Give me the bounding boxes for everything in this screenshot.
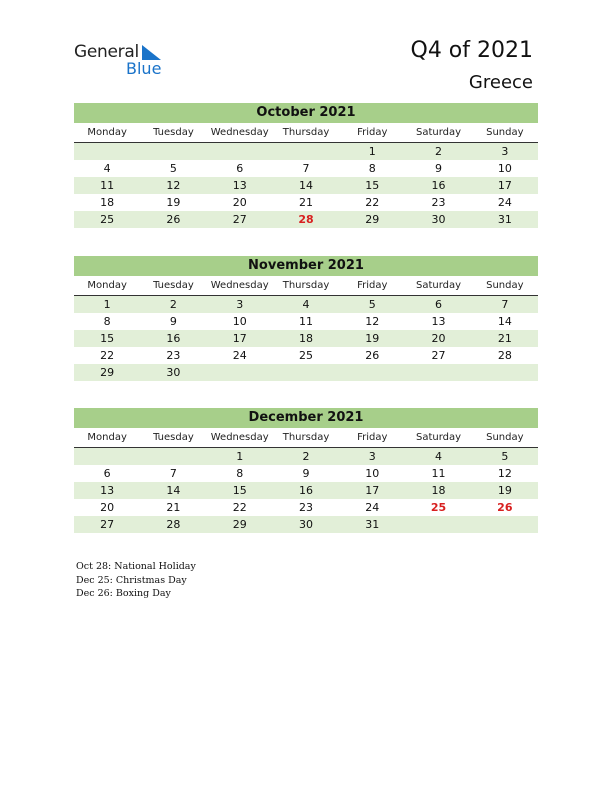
weekday-header-row [74, 125, 538, 143]
day-cell: 19 [166, 196, 181, 209]
empty-day-cell [74, 143, 140, 160]
day-cell: 17 [232, 332, 247, 345]
week-row [74, 482, 538, 499]
day-cell: 26 [166, 213, 181, 226]
day-cell: 10 [497, 162, 512, 175]
month-calendar [74, 256, 538, 381]
logo-word-general: General [74, 42, 139, 62]
day-cell: 11 [431, 467, 446, 480]
weekday-label: Tuesday [153, 280, 194, 291]
day-cell: 1 [368, 145, 376, 158]
empty-day-cell [74, 448, 140, 465]
weekday-label: Saturday [416, 280, 462, 291]
week-row [74, 347, 538, 364]
month-calendar [74, 408, 538, 533]
day-cell: 17 [497, 179, 512, 192]
week-row [74, 516, 538, 533]
day-cell: 7 [169, 467, 177, 480]
day-cell: 24 [497, 196, 512, 209]
weekday-label: Saturday [416, 127, 462, 138]
day-cell: 18 [431, 484, 446, 497]
day-cell: 8 [103, 315, 111, 328]
day-cell: 1 [103, 298, 111, 311]
day-cell: 22 [232, 501, 247, 514]
weekday-label: Tuesday [153, 127, 194, 138]
day-cell: 19 [497, 484, 512, 497]
week-row [74, 177, 538, 194]
day-cell: 26 [365, 349, 380, 362]
empty-day-cell [207, 364, 273, 381]
day-cell: 30 [166, 366, 181, 379]
month-title: December 2021 [74, 408, 538, 428]
day-cell: 17 [365, 484, 380, 497]
weekday-label: Friday [357, 432, 388, 443]
day-cell: 23 [431, 196, 446, 209]
week-row [74, 194, 538, 211]
day-cell: 11 [100, 179, 115, 192]
weekday-label: Wednesday [210, 127, 269, 138]
day-cell: 3 [236, 298, 244, 311]
day-cell: 13 [100, 484, 115, 497]
weekday-label: Monday [87, 127, 127, 138]
day-cell: 7 [501, 298, 509, 311]
logo-triangle-icon [142, 45, 161, 60]
day-cell: 15 [232, 484, 247, 497]
weekday-label: Monday [87, 432, 127, 443]
day-cell: 14 [497, 315, 512, 328]
day-cell: 8 [236, 467, 244, 480]
week-row [74, 448, 538, 465]
day-cell: 29 [232, 518, 247, 531]
day-cell: 6 [236, 162, 244, 175]
day-cell: 26 [497, 501, 513, 514]
page-title: Q4 of 2021 [410, 38, 533, 63]
day-cell: 20 [232, 196, 247, 209]
day-cell: 14 [166, 484, 181, 497]
day-cell: 27 [232, 213, 247, 226]
day-cell: 13 [431, 315, 446, 328]
day-cell: 2 [435, 145, 443, 158]
logo-word-blue: Blue [126, 59, 162, 78]
weekday-label: Friday [357, 127, 388, 138]
day-cell: 25 [298, 349, 313, 362]
day-cell: 22 [100, 349, 115, 362]
empty-day-cell [472, 364, 538, 381]
day-cell: 16 [298, 484, 313, 497]
day-cell: 12 [166, 179, 181, 192]
weekday-label: Wednesday [210, 432, 269, 443]
weekday-header-row [74, 430, 538, 448]
week-row [74, 364, 538, 381]
empty-day-cell [273, 143, 339, 160]
day-cell: 6 [103, 467, 111, 480]
day-cell: 14 [298, 179, 313, 192]
weekday-label: Saturday [416, 432, 462, 443]
empty-day-cell [405, 516, 471, 533]
day-cell: 12 [497, 467, 512, 480]
day-cell: 9 [435, 162, 443, 175]
day-cell: 16 [166, 332, 181, 345]
day-cell: 20 [100, 501, 115, 514]
week-row [74, 330, 538, 347]
day-cell: 23 [166, 349, 181, 362]
weekday-label: Wednesday [210, 280, 269, 291]
weekday-label: Thursday [282, 127, 330, 138]
day-cell: 20 [431, 332, 446, 345]
day-cell: 21 [298, 196, 313, 209]
week-row [74, 499, 538, 516]
day-cell: 5 [169, 162, 177, 175]
day-cell: 15 [100, 332, 115, 345]
day-cell: 5 [501, 450, 509, 463]
week-row [74, 313, 538, 330]
day-cell: 22 [365, 196, 380, 209]
empty-day-cell [273, 364, 339, 381]
day-cell: 10 [232, 315, 247, 328]
week-row [74, 160, 538, 177]
day-cell: 27 [100, 518, 115, 531]
day-cell: 8 [368, 162, 376, 175]
weekday-header-row [74, 278, 538, 296]
weekday-label: Monday [87, 280, 127, 291]
day-cell: 10 [365, 467, 380, 480]
day-cell: 25 [100, 213, 115, 226]
day-cell: 2 [169, 298, 177, 311]
empty-day-cell [472, 516, 538, 533]
day-cell: 2 [302, 450, 310, 463]
day-cell: 31 [497, 213, 512, 226]
country-name: Greece [468, 72, 533, 93]
weekday-label: Sunday [486, 432, 524, 443]
day-cell: 5 [368, 298, 376, 311]
day-cell: 19 [365, 332, 380, 345]
day-cell: 30 [298, 518, 313, 531]
holiday-note: Dec 26: Boxing Day [76, 588, 171, 599]
week-row [74, 211, 538, 228]
day-cell: 12 [365, 315, 380, 328]
day-cell: 11 [298, 315, 313, 328]
holiday-note: Dec 25: Christmas Day [76, 574, 187, 586]
week-row [74, 143, 538, 160]
empty-day-cell [207, 143, 273, 160]
day-cell: 4 [103, 162, 111, 175]
day-cell: 4 [435, 450, 443, 463]
month-title: October 2021 [74, 103, 538, 123]
day-cell: 18 [298, 332, 313, 345]
weekday-label: Sunday [486, 280, 524, 291]
day-cell: 21 [497, 332, 512, 345]
day-cell: 27 [431, 349, 446, 362]
weekday-label: Thursday [282, 280, 330, 291]
day-cell: 18 [100, 196, 115, 209]
month-title: November 2021 [74, 256, 538, 276]
empty-day-cell [140, 143, 206, 160]
empty-day-cell [140, 448, 206, 465]
day-cell: 9 [302, 467, 310, 480]
holiday-note: Oct 28: National Holiday [76, 561, 196, 572]
day-cell: 3 [501, 145, 509, 158]
day-cell: 29 [365, 213, 380, 226]
day-cell: 28 [298, 213, 314, 226]
weekday-label: Friday [357, 280, 388, 291]
day-cell: 28 [166, 518, 181, 531]
day-cell: 13 [232, 179, 247, 192]
day-cell: 3 [368, 450, 376, 463]
day-cell: 30 [431, 213, 446, 226]
day-cell: 16 [431, 179, 446, 192]
day-cell: 25 [430, 501, 447, 514]
holiday-notes [76, 560, 196, 601]
day-cell: 24 [232, 349, 247, 362]
month-calendar [74, 103, 538, 228]
empty-day-cell [405, 364, 471, 381]
weekday-label: Thursday [282, 432, 330, 443]
week-row [74, 465, 538, 482]
day-cell: 7 [302, 162, 310, 175]
day-cell: 23 [298, 501, 313, 514]
empty-day-cell [339, 364, 405, 381]
day-cell: 31 [365, 518, 380, 531]
week-row [74, 296, 538, 313]
day-cell: 6 [435, 298, 443, 311]
day-cell: 21 [166, 501, 181, 514]
day-cell: 9 [169, 315, 177, 328]
generalblue-logo [74, 42, 174, 78]
day-cell: 28 [497, 349, 512, 362]
day-cell: 29 [100, 366, 115, 379]
weekday-label: Sunday [486, 127, 524, 138]
day-cell: 1 [236, 450, 244, 463]
day-cell: 24 [365, 501, 380, 514]
day-cell: 4 [302, 298, 310, 311]
weekday-label: Tuesday [153, 432, 194, 443]
day-cell: 15 [365, 179, 380, 192]
